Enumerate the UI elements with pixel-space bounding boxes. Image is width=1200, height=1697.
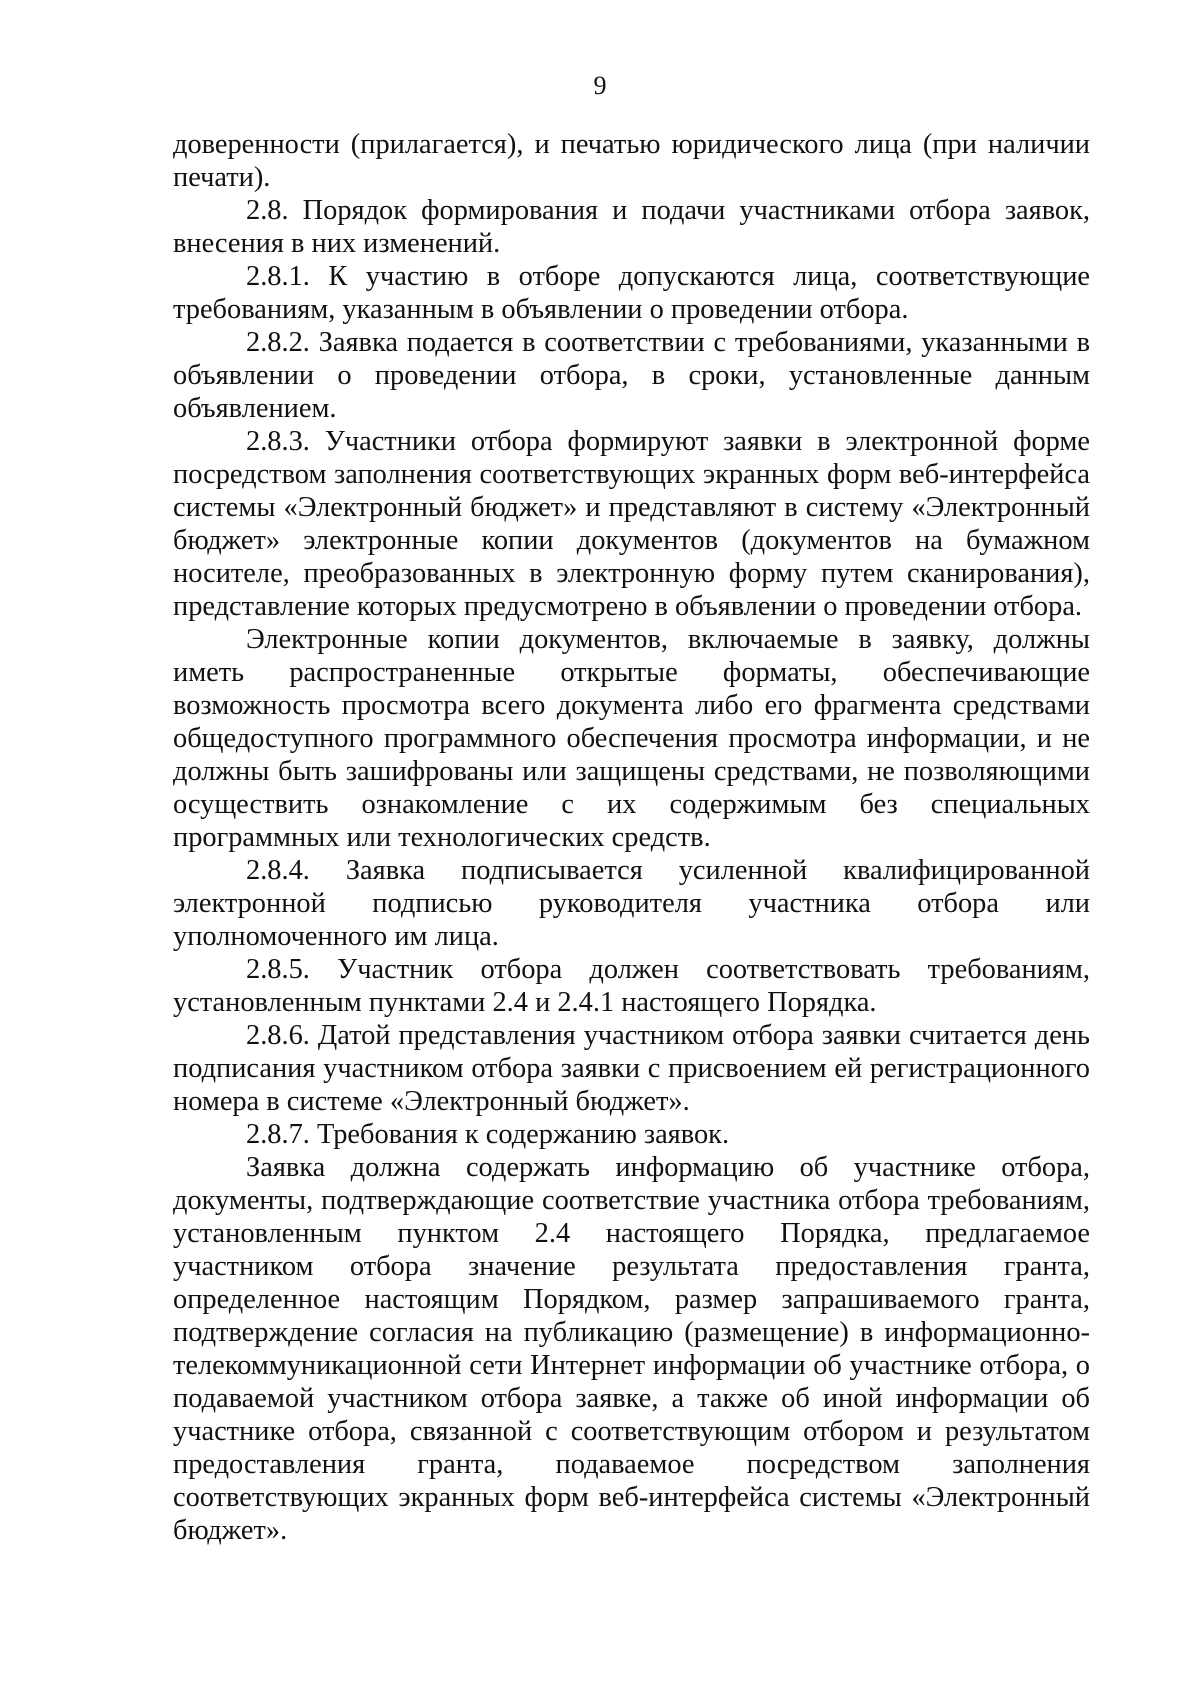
paragraph-2-8-6: 2.8.6. Датой представления участником отбора заявки считается день подписания участником отбора заявки с присвоением ей регистрационного номера в системе «Электронный бюджет». bbox=[173, 1020, 1090, 1117]
document-body bbox=[173, 128, 1090, 1547]
paragraph-2-8-1: 2.8.1. К участию в отборе допускаются лица, соответствующие требованиям, указанным в объявлении о проведении отбора. bbox=[173, 261, 1090, 325]
page-number: 9 bbox=[593, 71, 607, 100]
paragraph-2-8-4: 2.8.4. Заявка подписывается усиленной квалифицированной электронной подписью руководителя участника отбора или уполномоченного им лица. bbox=[173, 855, 1090, 952]
paragraph-continuation: доверенности (прилагается), и печатью юридического лица (при наличии печати). bbox=[173, 129, 1090, 193]
paragraph-application-contents: Заявка должна содержать информацию об участнике отбора, документы, подтверждающие соответствие участника отбора требованиям, установленным пунктом 2.4 настоящего Порядка, предлагаемое участником отбора значение результата предоставления гранта, определенное настоящим Порядком, размер запрашиваемого гранта, подтверждение согласия на публикацию (размещение) в информационно-телекоммуникационной сети Интернет информации об участнике отбора, о подаваемой участником отбора заявке, а также об иной информации об участнике отбора, связанной с соответствующим отбором и результатом предоставления гранта, подаваемое посредством заполнения соответствующих экранных форм веб-интерфейса системы «Электронный бюджет». bbox=[173, 1152, 1090, 1546]
paragraph-2-8-3: 2.8.3. Участники отбора формируют заявки в электронной форме посредством заполнения соответствующих экранных форм веб-интерфейса системы «Электронный бюджет» и представляют в систему «Электронный бюджет» электронные копии документов (документов на бумажном носителе, преобразованных в электронную форму путем сканирования), представление которых предусмотрено в объявлении о проведении отбора. bbox=[173, 426, 1090, 622]
paragraph-electronic-copies: Электронные копии документов, включаемые в заявку, должны иметь распространенные открытые форматы, обеспечивающие возможность просмотра всего документа либо его фрагмента средствами общедоступного программного обеспечения просмотра информации, и не должны быть зашифрованы или защищены средствами, не позволяющими осуществить ознакомление с их содержимым без специальных программных или технологических средств. bbox=[173, 624, 1090, 853]
paragraph-2-8-5: 2.8.5. Участник отбора должен соответствовать требованиям, установленным пунктами 2.4 и 2.4.1 настоящего Порядка. bbox=[173, 954, 1090, 1018]
paragraph-2-8-2: 2.8.2. Заявка подается в соответствии с требованиями, указанными в объявлении о проведении отбора, в сроки, установленные данным объявлением. bbox=[173, 327, 1090, 424]
paragraph-2-8-7: 2.8.7. Требования к содержанию заявок. bbox=[246, 1119, 730, 1150]
paragraph-2-8: 2.8. Порядок формирования и подачи участниками отбора заявок, внесения в них изменений. bbox=[173, 195, 1090, 259]
